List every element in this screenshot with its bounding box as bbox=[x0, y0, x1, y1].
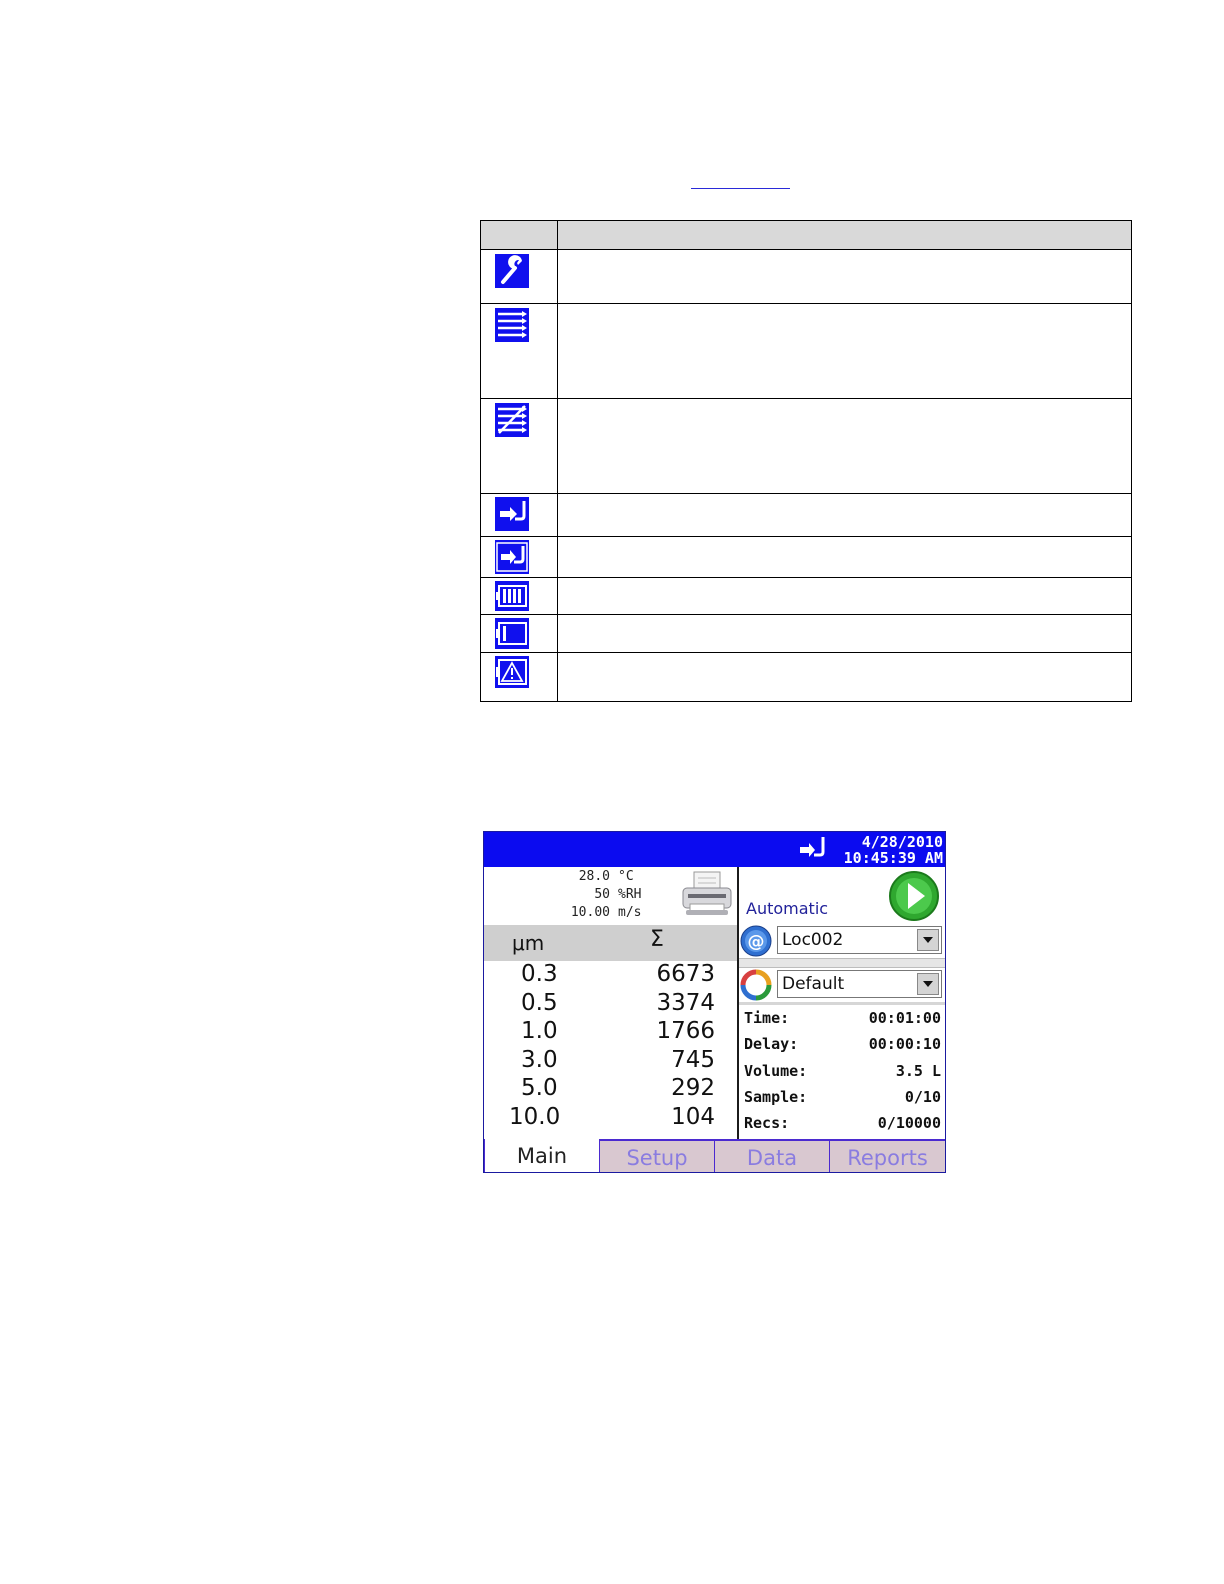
legend-row bbox=[481, 494, 1132, 537]
info-row-sample bbox=[744, 1088, 941, 1112]
velocity-unit: m/s bbox=[618, 905, 642, 920]
particle-count: 3374 bbox=[656, 990, 715, 1016]
info-row-time bbox=[744, 1009, 941, 1033]
legend-desc-cell bbox=[558, 653, 1132, 702]
info-label: Volume: bbox=[744, 1062, 808, 1080]
status-date: 4/28/2010 bbox=[861, 833, 943, 851]
legend-header-icon-col bbox=[481, 221, 558, 250]
count-column-header: Σ bbox=[650, 927, 664, 952]
legend-icon-cell bbox=[481, 250, 558, 304]
location-value: Loc002 bbox=[782, 930, 844, 950]
legend-desc-cell bbox=[558, 537, 1132, 578]
ac-power-plug-outline-icon bbox=[495, 540, 529, 574]
combo-separator bbox=[739, 958, 946, 968]
link-underline bbox=[691, 188, 790, 189]
particle-size: 0.3 bbox=[521, 961, 558, 987]
legend-desc-cell bbox=[558, 250, 1132, 304]
legend-row bbox=[481, 399, 1132, 494]
particle-row bbox=[484, 1075, 737, 1103]
recipe-value: Default bbox=[782, 974, 845, 994]
legend-desc-cell bbox=[558, 399, 1132, 494]
info-value: 00:01:00 bbox=[868, 1009, 941, 1027]
particle-count: 292 bbox=[671, 1075, 715, 1101]
info-value: 0/10000 bbox=[877, 1114, 941, 1132]
location-select[interactable] bbox=[777, 926, 942, 954]
info-label: Recs: bbox=[744, 1114, 790, 1132]
info-value: 00:00:10 bbox=[868, 1035, 941, 1053]
particle-count: 104 bbox=[671, 1104, 715, 1130]
printer-icon[interactable] bbox=[680, 870, 734, 918]
info-label: Sample: bbox=[744, 1088, 808, 1106]
legend-header-desc-col bbox=[558, 221, 1132, 250]
at-icon bbox=[740, 925, 772, 957]
particle-row bbox=[484, 1104, 737, 1132]
particle-count: 6673 bbox=[656, 961, 715, 987]
particle-count: 745 bbox=[671, 1047, 715, 1073]
legend-header-row bbox=[481, 221, 1132, 250]
legend-icon-cell bbox=[481, 494, 558, 537]
legend-row bbox=[481, 615, 1132, 653]
humidity-unit: %RH bbox=[618, 887, 642, 902]
icon-legend-table bbox=[480, 220, 1132, 702]
wrench-icon bbox=[495, 254, 529, 288]
status-time: 10:45:39 AM bbox=[843, 849, 943, 867]
info-label: Time: bbox=[744, 1009, 790, 1027]
legend-icon-cell bbox=[481, 537, 558, 578]
temperature-value: 28.0 bbox=[578, 869, 610, 884]
battery-low-icon bbox=[495, 618, 529, 649]
tab-setup[interactable]: Setup bbox=[599, 1139, 715, 1173]
list-arrows-icon bbox=[495, 308, 529, 342]
legend-desc-cell bbox=[558, 615, 1132, 653]
tab-main[interactable]: Main bbox=[484, 1139, 600, 1173]
legend-icon-cell bbox=[481, 653, 558, 702]
info-value: 3.5 L bbox=[895, 1062, 941, 1080]
play-icon[interactable] bbox=[888, 870, 940, 922]
info-row-delay bbox=[744, 1035, 941, 1059]
device-screen bbox=[483, 831, 946, 1173]
list-arrows-crossed-icon bbox=[495, 403, 529, 437]
legend-desc-cell bbox=[558, 578, 1132, 615]
legend-row bbox=[481, 537, 1132, 578]
particle-row bbox=[484, 990, 737, 1018]
particle-row bbox=[484, 1047, 737, 1075]
particle-count: 1766 bbox=[656, 1018, 715, 1044]
particle-size: 10.0 bbox=[509, 1104, 561, 1130]
humidity-value: 50 bbox=[594, 887, 610, 902]
info-separator bbox=[739, 1002, 946, 1005]
legend-icon-cell bbox=[481, 304, 558, 399]
ac-power-plug-icon bbox=[798, 835, 828, 863]
particle-size: 3.0 bbox=[521, 1047, 558, 1073]
particle-size: 0.5 bbox=[521, 990, 558, 1016]
legend-icon-cell bbox=[481, 615, 558, 653]
info-row-recs bbox=[744, 1114, 941, 1138]
legend-row bbox=[481, 653, 1132, 702]
cycle-icon bbox=[740, 969, 772, 1001]
particle-table-header bbox=[484, 925, 737, 961]
recipe-combo[interactable] bbox=[740, 968, 945, 1002]
info-label: Delay: bbox=[744, 1035, 799, 1053]
tab-reports[interactable]: Reports bbox=[829, 1139, 946, 1173]
chevron-down-icon[interactable] bbox=[917, 973, 939, 995]
battery-full-icon bbox=[495, 581, 529, 611]
location-combo[interactable] bbox=[740, 924, 945, 958]
info-value: 0/10 bbox=[904, 1088, 941, 1106]
legend-desc-cell bbox=[558, 494, 1132, 537]
ac-power-plug-icon bbox=[495, 497, 529, 531]
chevron-down-icon[interactable] bbox=[917, 929, 939, 951]
velocity-value: 10.00 bbox=[570, 905, 610, 920]
legend-row bbox=[481, 578, 1132, 615]
particle-size: 5.0 bbox=[521, 1075, 558, 1101]
legend-icon-cell bbox=[481, 399, 558, 494]
recipe-select[interactable] bbox=[777, 970, 942, 998]
particle-row bbox=[484, 961, 737, 989]
tab-bar bbox=[484, 1139, 946, 1173]
size-column-header: μm bbox=[512, 931, 545, 955]
particle-row bbox=[484, 1018, 737, 1046]
sampling-mode-label[interactable]: Automatic bbox=[746, 899, 829, 918]
temperature-unit: °C bbox=[618, 869, 634, 884]
battery-warning-icon bbox=[495, 656, 529, 688]
title-bar bbox=[484, 832, 946, 867]
legend-row bbox=[481, 250, 1132, 304]
tab-data[interactable]: Data bbox=[714, 1139, 830, 1173]
particle-size: 1.0 bbox=[521, 1018, 558, 1044]
info-row-volume bbox=[744, 1062, 941, 1086]
svg-text:@: @ bbox=[747, 932, 765, 952]
legend-desc-cell bbox=[558, 304, 1132, 399]
legend-icon-cell bbox=[481, 578, 558, 615]
legend-row bbox=[481, 304, 1132, 399]
